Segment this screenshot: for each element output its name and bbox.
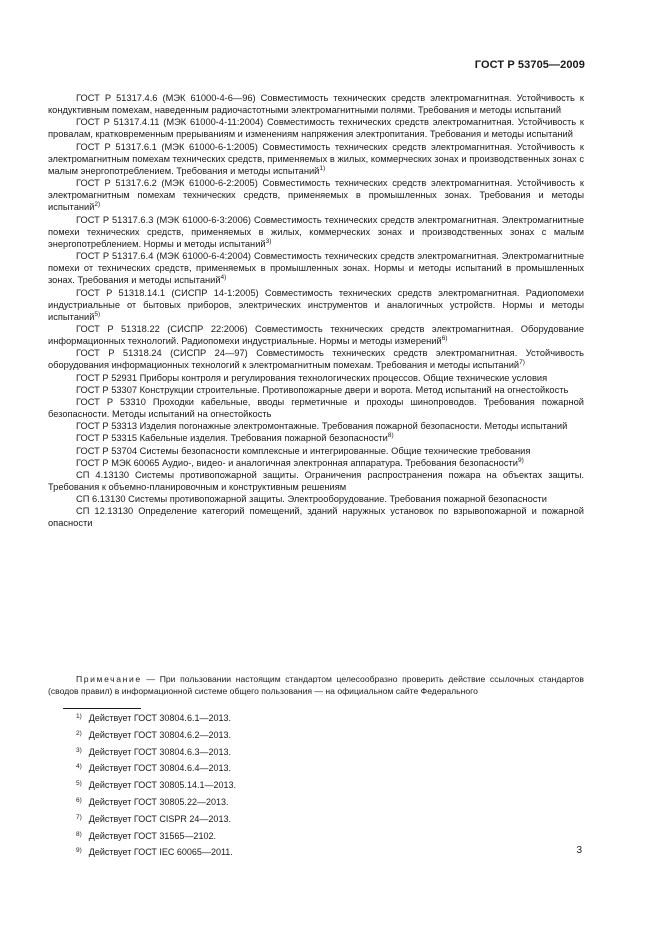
footnote-item: [76, 778, 236, 795]
footnote-number: 9): [76, 847, 82, 855]
reference-item: [48, 177, 584, 213]
footnote-item: [76, 761, 236, 778]
reference-item: [48, 214, 584, 250]
reference-text: СП 12.13130 Определение категорий помещений, зданий наружных установок по взрывопожарной и пожарной опасности: [48, 506, 584, 529]
footnote-text: Действует ГОСТ 31565—2102.: [88, 830, 216, 841]
reference-text: ГОСТ Р 51317.6.2 (МЭК 61000-6-2:2005) Совместимость технических средств электромагнитная. Устойчивость к электромагнитным помехам технических средств, применяемых в промышленных зонах. Требования и методы испытаний: [48, 178, 584, 213]
reference-item: [48, 141, 584, 177]
reference-text: СП 6.13130 Системы противопожарной защиты. Электрооборудование. Требования пожарной безопасности: [76, 494, 547, 505]
footnote-number: 5): [76, 780, 82, 788]
footnote-item: [76, 711, 236, 728]
reference-text: ГОСТ Р МЭК 60065 Аудио-, видео- и аналогичная электронная аппаратура. Требования безопасности: [76, 457, 518, 468]
footnote-marker: 8): [387, 432, 394, 440]
reference-item: [48, 420, 584, 432]
document-number-header: ГОСТ Р 53705—2009: [474, 59, 585, 71]
reference-text: ГОСТ Р 51318.24 (СИСПР 24—97) Совместимость технических средств электромагнитная. Устойчивость оборудования информационных технологий к электромагнитным помехам. Требования и методы испытаний: [48, 348, 584, 371]
note-label: Примечание: [76, 674, 142, 684]
footnote-item: [76, 845, 236, 862]
reference-text: ГОСТ Р 51317.6.1 (МЭК 61000-6-1:2005) Совместимость технических средств электромагнитная. Устойчивость к электромагнитным помехам технических средств, применяемых в жилых, коммерческих зонах и производственных зонах с малым энергопотреблением. Требования и методы испытаний: [48, 141, 584, 176]
reference-text: ГОСТ Р 53704 Системы безопасности комплексные и интегрированные. Общие технические требования: [76, 445, 531, 456]
footnote-item: [76, 728, 236, 745]
footnote-text: Действует ГОСТ 30805.14.1—2013.: [88, 780, 236, 791]
footnote-marker: 2): [94, 201, 101, 209]
reference-text: ГОСТ Р 53310 Проходки кабельные, вводы герметичные и проходы шинопроводов. Требования пожарной безопасности. Методы испытаний на огнестойкость: [48, 396, 584, 420]
footnote-number: 3): [76, 746, 82, 754]
footnote-marker: 9): [517, 456, 524, 464]
reference-text: ГОСТ Р 51318.14.1 (СИСПР 14-1:2005) Совместимость технических средств электромагнитная. Радиопомехи индустриальные от бытовых приборов, электрических инструментов и аналогичных устройств. Нормы и методы испытаний: [48, 287, 584, 322]
reference-text: ГОСТ Р 53313 Изделия погонажные электромонтажные. Требования пожарной безопасности. Методы испытаний: [76, 421, 568, 432]
reference-item: [48, 347, 584, 371]
normative-references-list: [48, 92, 584, 530]
footnote-number: 8): [76, 830, 82, 838]
footnote-text: Действует ГОСТ 30804.6.1—2013.: [88, 713, 231, 723]
reference-item: [48, 384, 584, 396]
footnote-marker: 6): [441, 335, 448, 343]
reference-item: [48, 372, 584, 384]
reference-item: [48, 250, 584, 286]
reference-item: [48, 445, 584, 457]
footnote-text: Действует ГОСТ IEC 60065—2011.: [88, 847, 233, 858]
reference-text: ГОСТ Р 51318.22 (СИСПР 22:2006) Совместимость технических средств электромагнитная. Оборудование информационных технологий. Радиопомехи индустриальные. Нормы и методы измерений: [48, 323, 584, 347]
reference-item: [48, 287, 584, 323]
note-paragraph: [48, 673, 584, 697]
reference-item: [48, 493, 584, 505]
reference-item: [48, 457, 584, 469]
reference-item: [48, 116, 584, 140]
reference-text: ГОСТ Р 51317.4.11 (МЭК 61000-4-11:2004) Совместимость технических средств электромагнитная. Устойчивость к провалам, кратковременным прерываниям и изменениям напряжения электропитания. Требования и методы испытаний: [48, 117, 584, 140]
note-text: — При пользовании настоящим стандартом целесообразно проверить действие ссылочных стандартов (сводов правил) в информационной системе общего пользования — на официальном сайте Федерального: [48, 674, 584, 696]
footnote-marker: 7): [519, 359, 525, 367]
footnote-item: [76, 812, 236, 829]
reference-item: [48, 505, 584, 529]
footnote-text: Действует ГОСТ CISPR 24—2013.: [88, 813, 231, 824]
footnote-number: 4): [76, 763, 82, 771]
footnotes-list: [76, 711, 236, 862]
footnote-number: 1): [76, 713, 82, 720]
footnote-item: [76, 829, 236, 846]
reference-text: ГОСТ Р 52931 Приборы контроля и регулирования технологических процессов. Общие технические условия: [76, 372, 548, 383]
reference-text: ГОСТ Р 51317.6.3 (МЭК 61000-6-3:2006) Совместимость технических средств электромагнитная. Электромагнитные помехи технических средств, применяемых в жилых, коммерческих зонах и производственных зонах с малым энергопотреблением. Нормы и методы испытаний: [48, 214, 584, 249]
reference-text: СП 4.13130 Системы противопожарной защиты. Ограничения распространения пожара на объектах защиты. Требования к объемно-планировочным и конструктивным решениям: [48, 469, 584, 492]
footnote-marker: 3): [265, 237, 272, 245]
reference-text: ГОСТ Р 51317.4.6 (МЭК 61000-4-6—96) Совместимость технических средств электромагнитная. Устойчивость к кондуктивным помехам, наведенным радиочастотными электромагнитными полями. Требования и методы испытаний: [48, 93, 584, 116]
footnote-marker: 1): [319, 164, 326, 172]
footnote-item: [76, 795, 236, 812]
reference-item: [48, 432, 584, 444]
page-number: 3: [576, 845, 582, 856]
footnote-text: Действует ГОСТ 30805.22—2013.: [88, 796, 229, 807]
reference-text: ГОСТ Р 53315 Кабельные изделия. Требования пожарной безопасности: [76, 433, 388, 444]
reference-item: [48, 396, 584, 420]
reference-text: ГОСТ Р 53307 Конструкции строительные. Противопожарные двери и ворота. Метод испытаний на огнестойкость: [76, 384, 569, 395]
reference-text: ГОСТ Р 51317.6.4 (МЭК 61000-6-4:2004) Совместимость технических средств электромагнитная. Электромагнитные помехи от технических средств, применяемых в промышленных зонах. Нормы и методы испытаний в промышленных зонах. Требования и методы испытаний: [48, 251, 584, 286]
reference-item: [48, 323, 584, 347]
footnote-text: Действует ГОСТ 30804.6.3—2013.: [88, 746, 231, 757]
footnote-marker: 5): [94, 310, 101, 318]
footnote-text: Действует ГОСТ 30804.6.4—2013.: [88, 763, 231, 774]
footnote-separator: [63, 708, 141, 709]
footnote-number: 7): [76, 813, 82, 821]
footnote-number: 2): [76, 729, 82, 737]
footnote-text: Действует ГОСТ 30804.6.2—2013.: [88, 729, 231, 740]
footnote-number: 6): [76, 796, 82, 804]
footnote-item: [76, 745, 236, 762]
reference-item: [48, 92, 584, 116]
reference-item: [48, 469, 584, 493]
footnote-marker: 4): [220, 274, 227, 282]
